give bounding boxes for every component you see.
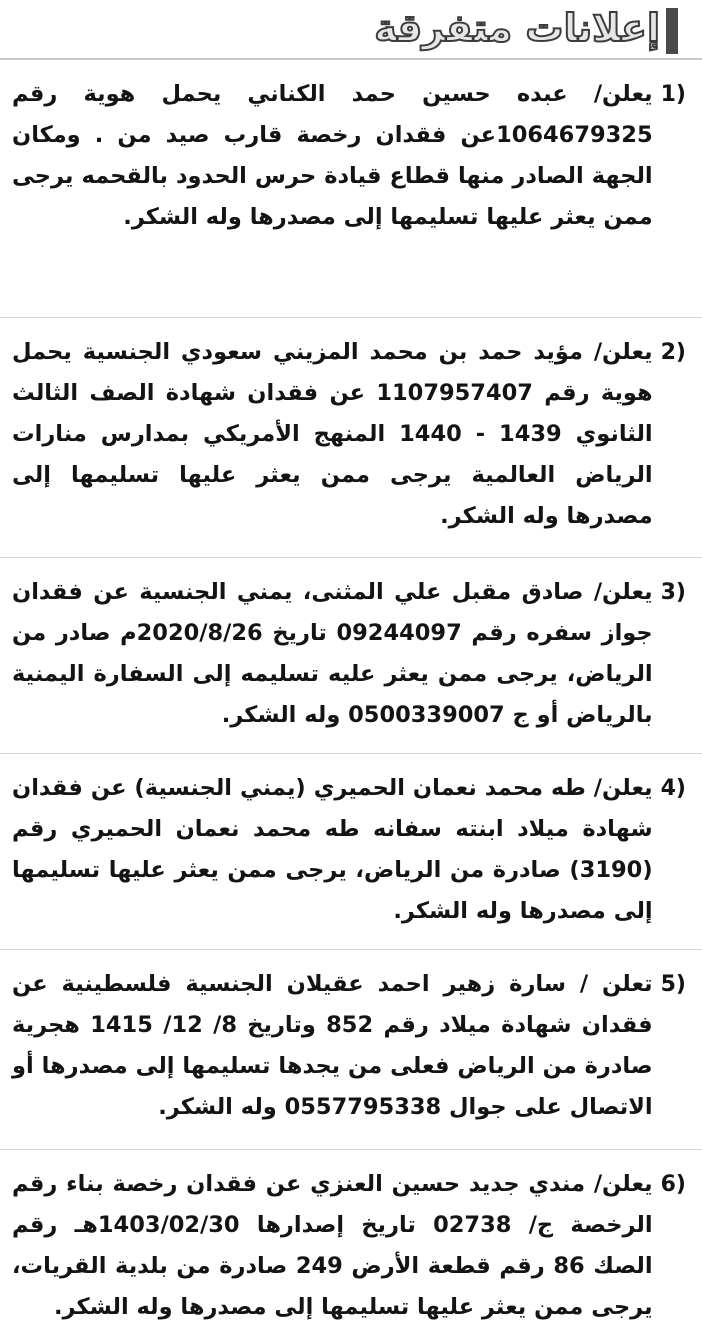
ad-item: [0, 1150, 702, 1320]
ad-text: يعلن/ طه محمد نعمان الحميري (يمني الجنسية) عن فقدان شهادة ميلاد ابنته سفانه طه محمد نعمان الحميري رقم (3190) صادرة من الرياض، يرجى ممن يعثر عليها تسليمها إلى مصدرها وله الشكر.: [12, 775, 653, 924]
section-header: [0, 0, 702, 60]
ad-item: [0, 318, 702, 558]
ad-number: 5): [660, 972, 686, 997]
section-title: إعلانات متفرقة: [374, 6, 660, 50]
ad-item: [0, 558, 702, 754]
header-accent-bar: [666, 8, 678, 54]
ad-number: 3): [660, 580, 686, 605]
ad-text: يعلن/ مندي جديد حسين العنزي عن فقدان رخصة بناء رقم الرخصة ج/ 02738 تاريخ إصدارها 1403/02/30هـ رقم الصك 86 رقم قطعة الأرض 249 صادرة من بلدية القريات، يرجى ممن يعثر عليها تسليمها إلى مصدرها وله الشكر.: [12, 1171, 653, 1320]
ad-text: يعلن/ مؤيد حمد بن محمد المزيني سعودي الجنسية يحمل هوية رقم 1107957407 عن فقدان شهادة الصف الثالث الثانوي 1439 - 1440 المنهج الأمريكي بمدارس منارات الرياض العالمية يرجى ممن يعثر عليها تسليمها إلى مصدرها وله الشكر.: [12, 339, 653, 529]
ad-number: 4): [660, 776, 686, 801]
ad-text: تعلن / سارة زهير احمد عقيلان الجنسية فلسطينية عن فقدان شهادة ميلاد رقم 852 وتاريخ 8/ 12/ 1415 هجرية صادرة من الرياض فعلى من يجدها تسليمها إلى مصدرها أو الاتصال على جوال 0557795338 وله الشكر.: [12, 971, 653, 1120]
ad-item: [0, 950, 702, 1150]
ad-item: [0, 60, 702, 318]
ad-item: [0, 754, 702, 950]
ad-text: يعلن/ عبده حسين حمد الكناني يحمل هوية رقم 1064679325عن فقدان رخصة قارب صيد من . ومكان الجهة الصادر منها قطاع قيادة حرس الحدود بالقحمه يرجى ممن يعثر عليها تسليمها إلى مصدرها وله الشكر.: [12, 81, 653, 230]
ad-text: يعلن/ صادق مقبل علي المثنى، يمني الجنسية عن فقدان جواز سفره رقم 09244097 تاريخ 2020/8/26م صادر من الرياض، يرجى ممن يعثر عليه تسليمه إلى السفارة اليمنية بالرياض أو ج 0500339007 وله الشكر.: [12, 579, 653, 728]
ad-number: 1): [660, 82, 686, 107]
ad-number: 2): [660, 340, 686, 365]
ads-list: [0, 60, 702, 1320]
ad-number: 6): [660, 1172, 686, 1197]
